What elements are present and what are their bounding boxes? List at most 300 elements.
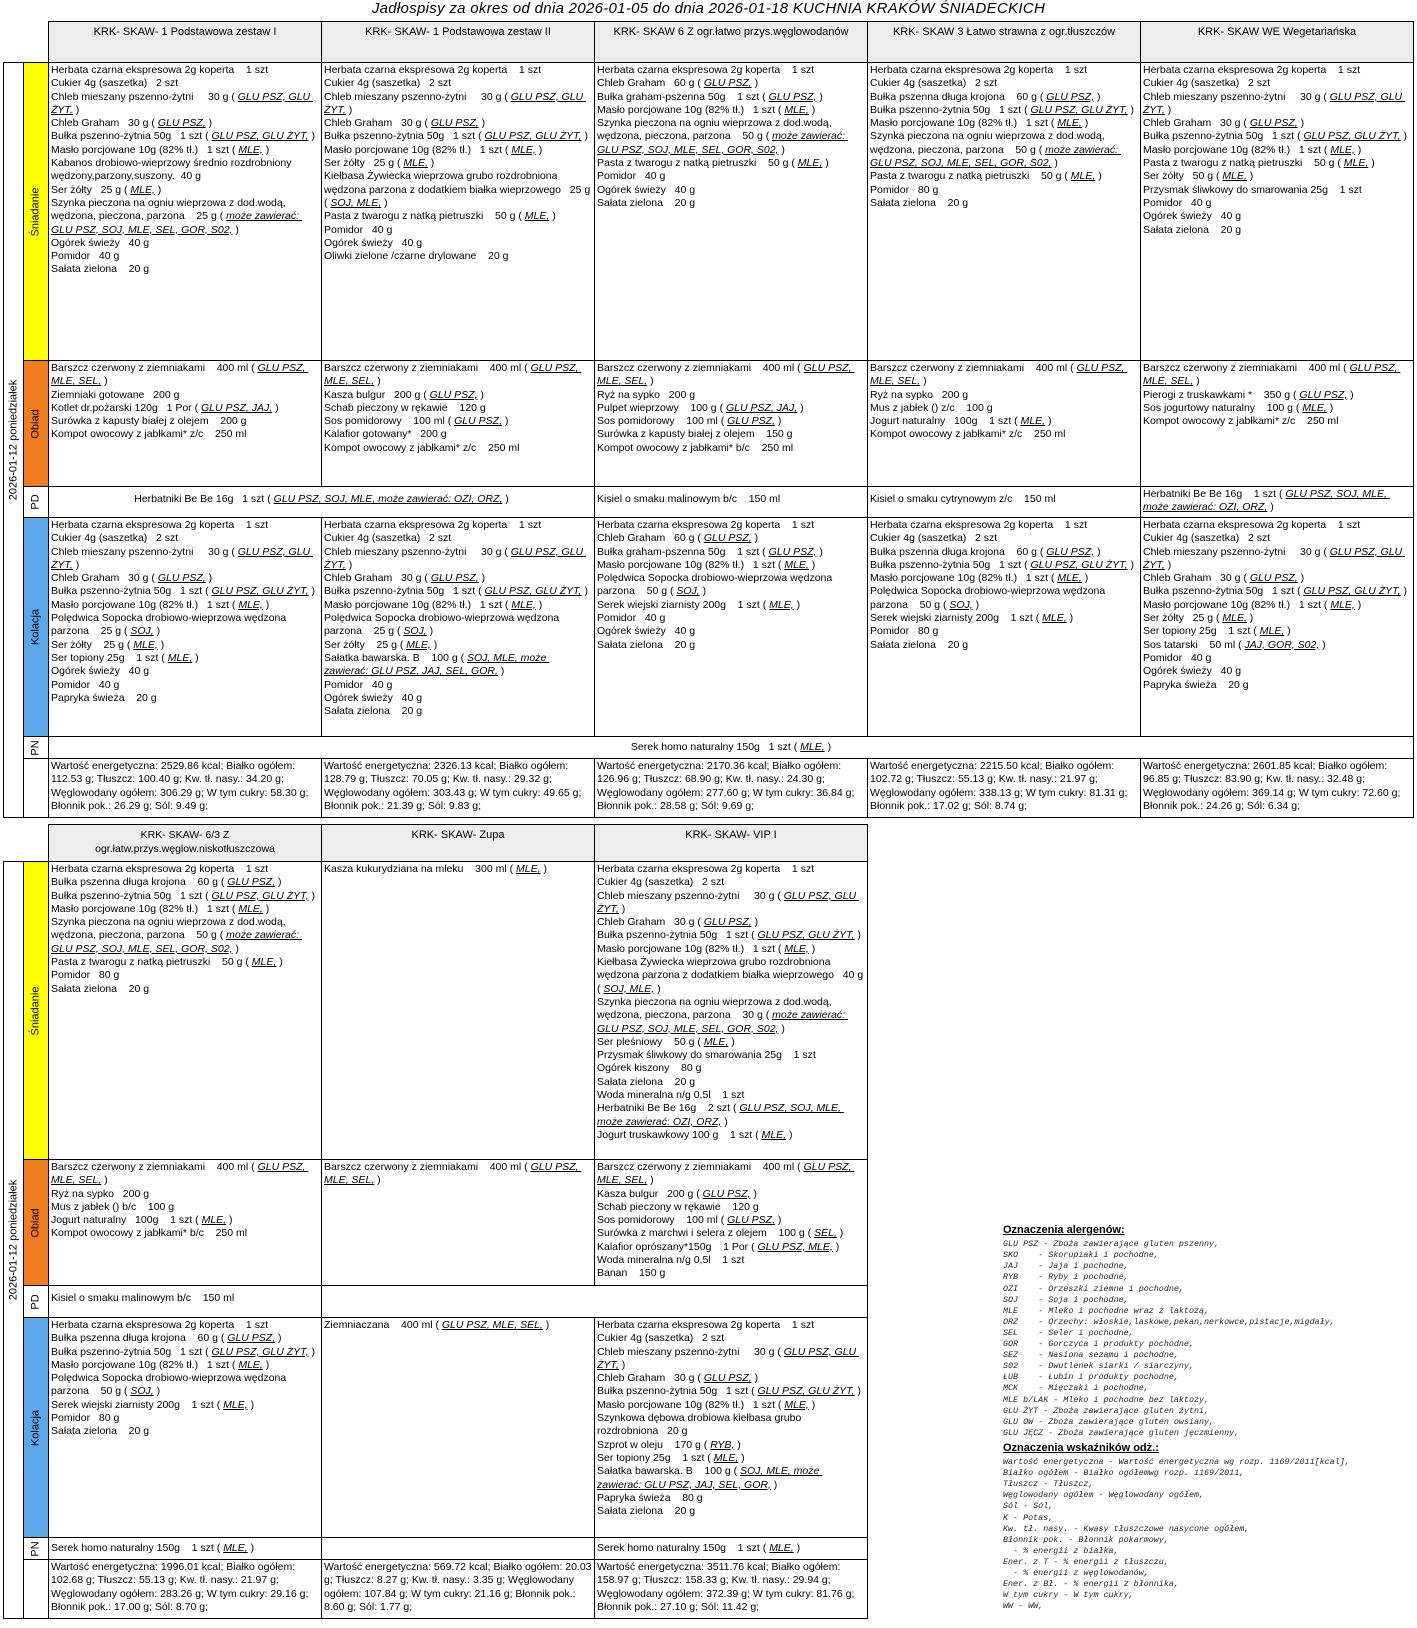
- allergen-close: ): [1284, 625, 1291, 638]
- allergen-codes: MLE,: [784, 558, 809, 571]
- menu-item-text: Barszcz czerwony z ziemniakami 400 ml (: [1143, 362, 1350, 374]
- allergen-codes: MLE,: [167, 651, 193, 664]
- menu-item: [597, 117, 865, 157]
- allergen-close: ): [775, 415, 782, 428]
- menu-cell: [49, 862, 322, 1160]
- menu-item-text: Kasza kukurydziana na mleku 300 ml (: [324, 863, 517, 875]
- allergen-close: ): [308, 889, 315, 902]
- allergen-close: ): [808, 1398, 816, 1411]
- allergen-close: ): [1094, 545, 1101, 558]
- menu-item: [324, 863, 592, 876]
- menu-item-text: Pasta z twarogu z natką pietruszki 50 g (: [1143, 157, 1344, 170]
- allergen-close: ): [1297, 572, 1305, 585]
- allergen-close: ): [308, 585, 315, 598]
- allergen-codes: SOJ,: [403, 625, 427, 638]
- menu-item-text: Surówka z kapusty białej z olejem 150 g: [597, 428, 793, 441]
- menu-item: [870, 415, 1138, 428]
- menu-item-text: Bułka pszenno-żytnia 50g 1 szt (: [597, 929, 758, 942]
- allergen-close: ): [1127, 103, 1134, 116]
- allergen-codes: GLU PSZ, GLU ŻYT,: [1303, 130, 1401, 143]
- allergen-codes: SOJ, MLE,: [603, 982, 655, 995]
- menu-item: [51, 572, 319, 585]
- menu-item: [51, 184, 319, 197]
- menu-item: [597, 1267, 865, 1280]
- menu-item: [597, 1492, 865, 1505]
- menu-item-text: Woda mineralna n/g 0,5l 1 szt: [597, 1089, 745, 1102]
- menu-item: [324, 1319, 592, 1332]
- menu-item-text: Kasza bulgur 200 g (: [597, 1187, 703, 1200]
- allergen-codes: MLE,: [238, 598, 263, 611]
- allergen-close: ): [854, 929, 861, 942]
- menu-item-text: Bułka pszenno-żytnia 50g 1 szt (: [51, 130, 212, 143]
- allergen-codes: GLU PSZ,: [1249, 572, 1298, 585]
- menu-cell: [868, 361, 1141, 487]
- menu-cell: [322, 63, 595, 361]
- menu-item-text: Masło porcjowane 10g (82% tł.) 1 szt (: [870, 117, 1058, 130]
- menu-cell: [322, 1160, 595, 1286]
- kolacja-row: [4, 1318, 868, 1538]
- menu-item: [51, 144, 319, 157]
- menu-item: [870, 184, 1138, 197]
- legend-line: MLE b/LAK - Mleko i pochodne bez laktozy,: [1003, 1394, 1210, 1405]
- menu-item: [51, 1399, 319, 1412]
- allergen-codes: GLU PSZ,: [1249, 117, 1298, 130]
- menu-item-text: Szprot w oleju 170 g (: [597, 1438, 711, 1451]
- menu-item-text: Kompot owocowy z jabłkami* z/c 250 ml: [1143, 415, 1339, 428]
- menu-item-text: Szynkowa dębowa drobiowa kiełbasa grubo rozdrobniona 20 g: [597, 1412, 805, 1438]
- menu-cell: [49, 63, 322, 361]
- menu-cell: [322, 518, 595, 737]
- allergen-close: ): [154, 183, 162, 196]
- menu-item: [51, 679, 319, 692]
- allergen-codes: MLE,: [1222, 612, 1247, 625]
- allergen-codes: może zawierać: GLU PSZ, SOJ, MLE, SEL, GOR, S02,: [870, 143, 1121, 170]
- menu-item-text: Ogórek kiszony 80 g: [597, 1062, 702, 1075]
- menu-item: [51, 415, 319, 428]
- menu-item-text: Herbatniki Be Be 16g 1 szt (: [134, 493, 274, 505]
- menu-item: [597, 1332, 865, 1345]
- menu-item-text: Masło porcjowane 10g (82% tł.) 1 szt (: [51, 598, 239, 611]
- menu-item: [870, 402, 1138, 415]
- allergen-codes: GLU PSZ,: [430, 117, 479, 130]
- menu-item: [597, 1214, 865, 1227]
- menu-item: [1143, 157, 1411, 170]
- allergen-close: ): [1319, 638, 1326, 651]
- menu-item-text: Sos pomidorowy 100 ml (: [597, 415, 728, 428]
- legend-line: GOR - Gorczyca i produkty pochodne,: [1003, 1339, 1194, 1350]
- day-label: 2026-01-12 poniedziałek: [4, 63, 24, 818]
- menu-item: [51, 1188, 319, 1201]
- meal-label-pn: PN: [24, 1538, 49, 1560]
- menu-item: [597, 157, 865, 170]
- allergen-codes: GLU PSZ, GLU ŻYT,: [324, 545, 587, 571]
- menu-item-text: Przysmak śliwkowy do smarowania 25g 1 szt: [1143, 183, 1362, 196]
- menu-item-text: Ser żółty 25 g (: [51, 638, 134, 651]
- menu-cell: [595, 63, 868, 361]
- allergen-codes: GLU PSZ, GLU ŻYT,: [1143, 545, 1406, 571]
- legend-line: GLU JĘCZ - Zboża zawierające gluten jęczmienny,: [1003, 1427, 1240, 1438]
- legend-line: Błonnik pok. - Błonnik pokarmowy,: [1003, 1534, 1169, 1545]
- menu-item: [324, 362, 592, 389]
- allergen-codes: SEL,: [814, 1227, 837, 1240]
- allergen-close: ): [751, 77, 759, 90]
- menu-item-text: Bułka pszenna długa krojona 60 g (: [870, 545, 1047, 558]
- meal-label-pd: PD: [24, 487, 49, 518]
- menu-item: [51, 402, 319, 415]
- allergen-codes: MLE,: [511, 598, 536, 611]
- allergen-close: ): [1400, 585, 1407, 598]
- allergen-codes: MLE,: [703, 1035, 729, 1048]
- menu-item-text: Cukier 4g (saszetka) 2 szt: [1143, 77, 1271, 90]
- menu-item-text: Cukier 4g (saszetka) 2 szt: [597, 876, 725, 889]
- menu-item-text: Chleb Graham 30 g (: [51, 572, 158, 585]
- allergen-close: ): [502, 415, 509, 428]
- menu-cell: [1141, 487, 1414, 518]
- allergen-codes: MLE,: [761, 1128, 787, 1141]
- allergen-close: ): [275, 1332, 282, 1345]
- allergen-codes: GLU PSZ, MLE, SEL,: [324, 362, 582, 388]
- legend-line: RYB - Ryby i pochodne,: [1003, 1272, 1129, 1283]
- menu-item-text: Pasta z twarogu z natką pietruszki 50 g (: [51, 956, 252, 969]
- allergen-close: ): [232, 223, 239, 236]
- menu-item: [597, 559, 865, 572]
- menu-item-text: Pomidor 40 g: [324, 223, 393, 236]
- allergen-close: ): [808, 103, 816, 116]
- allergen-codes: GLU PSZ, MLE, SEL,: [597, 1161, 855, 1187]
- allergen-close: ): [618, 1358, 626, 1371]
- menu-item-text: Ser żółty 25 g (: [324, 157, 404, 170]
- menu-item-text: Masło porcjowane 10g (82% tł.) 1 szt (: [51, 902, 239, 915]
- menu-item-text: Sałata zielona 20 g: [1143, 223, 1242, 236]
- menu-item: [324, 428, 592, 441]
- menu-item-text: Chleb mieszany pszenno-żytni 30 g (: [597, 889, 784, 902]
- menu-item: [1143, 519, 1411, 532]
- menu-item: [597, 1062, 865, 1075]
- allergen-codes: GLU PSZ, MLE, SEL,: [1143, 362, 1401, 388]
- menu-item-text: Kompot owocowy z jabłkami* z/c 250 ml: [870, 428, 1066, 441]
- allergen-codes: GLU PSZ,: [227, 1332, 276, 1345]
- allergen-codes: MLE,: [223, 1542, 248, 1554]
- menu-item: [597, 1385, 865, 1398]
- menu-item: [324, 402, 592, 415]
- menu-item-text: Chleb mieszany pszenno-żytni 30 g (: [51, 545, 238, 558]
- menu-item-text: Ryż na sypko 200 g: [597, 388, 696, 401]
- menu-cell: [595, 862, 868, 1160]
- menu-item-text: Surówka z kapusty białej z olejem 200 g: [51, 415, 247, 428]
- menu-item-text: Surówka z marchwi i selera z olejem 100 g (: [597, 1227, 815, 1240]
- menu-item: [597, 1129, 865, 1142]
- allergen-codes: GLU PSZ,: [703, 1372, 752, 1385]
- allergen-codes: MLE,: [1330, 143, 1355, 156]
- menu-item: [324, 237, 592, 250]
- menu-item: [1143, 572, 1411, 585]
- menu-item: [324, 442, 592, 455]
- nutrition-info: Wartość energetyczna: 2529.86 kcal; Białko ogółem: 112.53 g; Tłuszcz: 100.40 g; Kw. tł. nasy.: 34.20 g; Węglowodany ogółem: 306.29 g; W tym cukry: 58.30 g; Błonnik pok.: 26.29 g; Sól: 9.49 g;: [49, 759, 322, 818]
- menu-item: [870, 91, 1138, 104]
- menu-item-text: Szynka pieczona na ogniu wieprzowa z dod.wodą, wędzona, pieczona, parzona 50 g (: [597, 117, 835, 143]
- menu-item: [597, 362, 865, 389]
- menu-item-text: Bułka pszenno-żytnia 50g 1 szt (: [1143, 130, 1304, 143]
- menu-item: [1143, 652, 1411, 665]
- menu-item-text: Polędwica Sopocka drobiowo-wieprzowa wędzona parzona 50 g (: [870, 585, 1109, 611]
- menu-item: [597, 1188, 865, 1201]
- allergen-close: ): [581, 130, 588, 143]
- menu-item-text: Oliwki zielone /czarne drylowane 20 g: [324, 250, 509, 263]
- menu-item-text: Ogórek świeży 40 g: [51, 665, 150, 678]
- allergen-close: ): [232, 942, 239, 955]
- menu-cell: [595, 1160, 868, 1286]
- allergen-close: ): [153, 625, 161, 638]
- allergen-close: ): [797, 401, 804, 414]
- allergen-close: ): [1193, 375, 1200, 388]
- menu-item-text: Kompot owocowy z jabłkami* b/c 250 ml: [597, 441, 794, 454]
- allergen-close: ): [778, 1022, 785, 1035]
- menu-item-text: Cukier 4g (saszetka) 2 szt: [597, 1332, 725, 1345]
- allergen-codes: GLU PSZ, GLU ŻYT,: [211, 889, 309, 902]
- page-title: Jadłospisy za okres od dnia 2026-01-05 do dnia 2026-01-18 KUCHNIA KRAKÓW ŚNIADECKICH: [371, 0, 1046, 17]
- diet-header: KRK- SKAW- VIP I: [595, 825, 868, 862]
- menu-item-text: Masło porcjowane 10g (82% tł.) 1 szt (: [597, 558, 785, 571]
- legend-line: JAJ - Jaja i pochodne,: [1003, 1261, 1129, 1272]
- menu-item: [324, 130, 592, 143]
- menu-item: [597, 104, 865, 117]
- diet-header: KRK- SKAW 6 Z ogr.łatwo przys.węglowodanów: [595, 22, 868, 63]
- menu-item: [597, 863, 865, 876]
- allergen-close: ): [192, 651, 199, 664]
- menu-item: [1143, 117, 1411, 130]
- allergen-codes: GLU PSZ, MLE, SEL,: [870, 362, 1128, 388]
- menu-item-text: Masło porcjowane 10g (82% tł.) 1 szt (: [324, 598, 512, 611]
- menu-item-text: Bułka pszenna długa krojona 60 g (: [870, 90, 1047, 103]
- menu-item-text: Pierogi z truskawkami * 350 g (: [1143, 388, 1300, 401]
- menu-item-text: Bułka pszenno-żytnia 50g 1 szt (: [51, 585, 212, 598]
- allergen-codes: SOJ, MLE, może zawierać: GLU PSZ, JAJ, SEL, GOR,: [324, 651, 550, 678]
- menu-item-text: Pasta z twarogu z natką pietruszki 50 g (: [597, 157, 798, 170]
- nutrition-row: [4, 1560, 868, 1619]
- allergen-close: ): [751, 916, 759, 929]
- menu-cell: [322, 1318, 595, 1538]
- allergen-close: ): [549, 210, 556, 223]
- allergen-codes: GLU PSZ,: [1299, 388, 1348, 401]
- menu-item: [51, 956, 319, 969]
- menu-item-text: Ogórek świeży 40 g: [1143, 665, 1242, 678]
- menu-item: [870, 493, 1138, 506]
- allergen-codes: MLE,: [133, 638, 158, 651]
- menu-cell: [49, 518, 322, 737]
- allergen-close: ): [262, 1358, 270, 1371]
- menu-item-text: Kompot owocowy z jabłkami* b/c 250 ml: [51, 1227, 248, 1240]
- allergen-codes: GLU PSZ, GLU ŻYT,: [51, 90, 314, 116]
- menu-item-text: Szynka pieczona na ogniu wieprzowa z dod.wodą, wędzona, pieczona, parzona 30 g (: [597, 995, 835, 1022]
- menu-item-text: Sałata zielona 20 g: [597, 1075, 696, 1088]
- menu-item: [597, 546, 865, 559]
- menu-item: [870, 572, 1138, 585]
- allergen-codes: GLU PSZ, GLU ŻYT,: [1030, 558, 1128, 571]
- menu-item: [1143, 585, 1411, 598]
- allergen-codes: GLU PSZ,: [727, 1214, 775, 1227]
- menu-item-text: Chleb mieszany pszenno-żytni 30 g (: [597, 1345, 784, 1358]
- menu-item: [51, 117, 319, 130]
- menu-item: [51, 1359, 319, 1372]
- menu-item: [597, 625, 865, 638]
- menu-item: [597, 1542, 865, 1555]
- allergen-close: ): [721, 1115, 728, 1128]
- menu-item-text: Bułka pszenno-żytnia 50g 1 szt (: [324, 130, 485, 143]
- legend-line: GLU PSZ - Zboża zawierające gluten pszenny,: [1003, 1239, 1220, 1250]
- legend-line: Wartość energetyczna - Wartość energetyczna wg rozp. 1169/2011[kcal],: [1003, 1457, 1350, 1468]
- menu-item-text: Bułka pszenna długa krojona 60 g (: [51, 1332, 228, 1345]
- menu-item-text: Ogórek świeży 40 g: [597, 625, 696, 638]
- menu-item: [324, 210, 592, 223]
- menu-item-text: Bułka graham-pszenna 50g 1 szt (: [597, 545, 769, 558]
- menu-item: [324, 117, 592, 130]
- legend-line: - % energii z węglowodanów,: [1003, 1568, 1149, 1579]
- menu-item-text: Kalafior gotowany* 200 g: [324, 428, 447, 441]
- menu-item: [597, 91, 865, 104]
- menu-item: [1143, 362, 1411, 389]
- allergen-codes: MLE,: [1302, 401, 1327, 414]
- menu-item: [597, 1201, 865, 1214]
- meal-label-kolacja: Kolacja: [24, 518, 49, 737]
- menu-item-text: Chleb Graham 30 g (: [1143, 572, 1250, 585]
- menu-item: [597, 532, 865, 545]
- menu-item-text: Ser żółty 25 g (: [51, 183, 131, 196]
- menu-item: [597, 1505, 865, 1518]
- menu-item: [1143, 415, 1411, 428]
- menu-item-text: Ogórek świeży 40 g: [324, 236, 423, 249]
- menu-item: [51, 1319, 319, 1332]
- menu-item: [51, 64, 319, 77]
- menu-item: [597, 956, 865, 996]
- menu-item-text: Ser żółty 25 g (: [1143, 612, 1223, 625]
- menu-item: [51, 263, 319, 276]
- menu-item-text: Kisiel o smaku malinowym b/c 150 ml: [597, 493, 781, 505]
- allergen-close: ): [1066, 612, 1074, 625]
- allergen-codes: MLE,: [800, 741, 825, 753]
- menu-item: [51, 77, 319, 90]
- menu-item: [1143, 488, 1411, 515]
- allergen-close: ): [478, 117, 486, 130]
- allergen-codes: MLE,: [1057, 117, 1082, 130]
- menu-item-text: Ryż na sypko 200 g: [51, 1187, 150, 1200]
- allergen-codes: GLU PSZ,: [1046, 545, 1095, 558]
- menu-item: [870, 362, 1138, 389]
- allergen-codes: MLE,: [524, 210, 550, 223]
- allergen-codes: GLU PSZ,: [454, 415, 502, 428]
- allergen-codes: GLU PSZ,: [1046, 90, 1095, 103]
- allergen-close: ): [308, 1345, 315, 1358]
- allergen-codes: MLE,: [1343, 157, 1369, 170]
- menu-item: [324, 144, 592, 157]
- menu-item: [51, 1161, 319, 1188]
- legend-line: GLU ŻYT - Zboża zawierające gluten żytni,: [1003, 1405, 1210, 1416]
- allergen-codes: SOJ,: [676, 585, 700, 598]
- allergen-close: ): [205, 117, 213, 130]
- menu-item-text: Ser pleśniowy 50 g (: [597, 1035, 704, 1048]
- menu-item: [324, 415, 592, 428]
- allergen-codes: GLU PSZ, GLU ŻYT,: [757, 929, 855, 942]
- menu-item: [870, 428, 1138, 441]
- menu-item-text: Pomidor 40 g: [1143, 651, 1212, 664]
- menu-item-text: Masło porcjowane 10g (82% tł.) 1 szt (: [870, 572, 1058, 585]
- menu-item-text: Barszcz czerwony z ziemniakami 400 ml (: [870, 362, 1077, 374]
- menu-item: [870, 77, 1138, 90]
- obiad-row: [4, 1160, 868, 1286]
- allergen-codes: GLU PSZ, MLE,: [757, 1240, 833, 1253]
- menu-item: [51, 903, 319, 916]
- menu-item: [324, 599, 592, 612]
- nutrition-info: Wartość energetyczna: 2326.13 kcal; Białko ogółem: 128.79 g; Tłuszcz: 70.05 g; Kw. tł. nasy.: 29.32 g; Węglowodany ogółem: 303.43 g; W tym cukry: 49.65 g; Błonnik pok.: 21.39 g; Sól: 9.83 g;: [322, 759, 595, 818]
- menu-cell: [595, 518, 868, 737]
- allergen-close: ): [778, 143, 785, 156]
- menu-item: [51, 585, 319, 598]
- allergen-codes: GLU PSZ,: [703, 532, 752, 545]
- allergen-codes: MLE,: [516, 863, 541, 875]
- menu-item-text: Sałata zielona 20 g: [870, 196, 969, 209]
- allergen-close: ): [1400, 130, 1407, 143]
- menu-item: [870, 585, 1138, 612]
- menu-item-text: Kotlet dr.pożarski 120g 1 Por (: [51, 401, 201, 414]
- menu-item-text: Barszcz czerwony z ziemniakami 400 ml (: [324, 362, 531, 374]
- allergen-codes: MLE,: [1020, 415, 1046, 428]
- allergen-codes: GLU PSZ, MLE, SEL,: [51, 362, 309, 388]
- allergen-codes: SOJ,: [130, 625, 154, 638]
- allergen-close: ): [770, 1478, 778, 1491]
- menu-item-text: Chleb Graham 60 g (: [597, 532, 704, 545]
- allergen-codes: GLU PSZ, GLU ŻYT,: [597, 889, 860, 915]
- menu-item-text: Pomidor 40 g: [1143, 196, 1212, 209]
- menu-item-text: Herbata czarna ekspresowa 2g koperta 1 szt: [597, 519, 815, 531]
- allergen-close: ): [542, 1319, 550, 1331]
- allergens-list: [1003, 1239, 1413, 1439]
- allergen-close: ): [497, 665, 505, 678]
- menu-item-text: Pomidor 40 g: [51, 250, 120, 263]
- menu-item: [51, 612, 319, 639]
- menu-item: [597, 402, 865, 415]
- menu-item-text: Kiełbasa Żywiecka wieprzowa grubo rozdrobniona wędzona parzona z dodatkiem białka wieprzowego 40 g (: [597, 956, 867, 995]
- menu-item-text: Woda mineralna n/g 0,5l 1 szt: [597, 1254, 745, 1267]
- menu-cell-empty: [322, 1538, 595, 1560]
- allergen-close: ): [1246, 170, 1254, 183]
- menu-item-text: Herbatniki Be Be 16g 1 szt (: [1143, 488, 1286, 500]
- allergen-close: ): [477, 388, 484, 401]
- menu-item-text: Papryka świeża 80 g: [597, 1491, 703, 1504]
- meal-label-obiad: Obiad: [24, 1160, 49, 1286]
- menu-cell: [595, 361, 868, 487]
- menu-item-text: Bułka graham-pszenna 50g 1 szt (: [597, 90, 769, 103]
- allergen-codes: GLU PSZ, GLU ŻYT,: [484, 585, 582, 598]
- legend-line: SKO - Skorupiaki i pochodne,: [1003, 1250, 1159, 1261]
- menu-item-text: Cukier 4g (saszetka) 2 szt: [51, 77, 179, 90]
- menu-item: [597, 996, 865, 1036]
- menu-item-text: Pomidor 40 g: [324, 678, 393, 691]
- menu-item: [51, 1412, 319, 1425]
- allergen-codes: GLU PSZ, SOJ, MLE, może zawierać: OZI, ORZ,: [273, 493, 503, 505]
- allergen-close: ): [793, 1542, 801, 1554]
- menu-item: [51, 1227, 319, 1240]
- allergen-codes: MLE,: [238, 902, 263, 915]
- menu-item-text: Ogórek świeży 40 g: [51, 236, 150, 249]
- menu-item-text: Sałata zielona 20 g: [51, 1425, 150, 1438]
- allergen-close: ): [647, 1174, 654, 1187]
- allergen-codes: SOJ, MLE, może zawierać: GLU PSZ, JAJ, SEL, GOR,: [597, 1465, 823, 1491]
- menu-item-text: Kasza bulgur 200 g (: [324, 388, 430, 401]
- menu-item-text: Herbata czarna ekspresowa 2g koperta 1 szt: [870, 519, 1088, 531]
- menu-item: [1143, 184, 1411, 197]
- allergen-close: ): [247, 1398, 255, 1411]
- legend-line: ŁUB - Łubin i produkty pochodne,: [1003, 1372, 1179, 1383]
- allergen-codes: MLE,: [1042, 612, 1067, 625]
